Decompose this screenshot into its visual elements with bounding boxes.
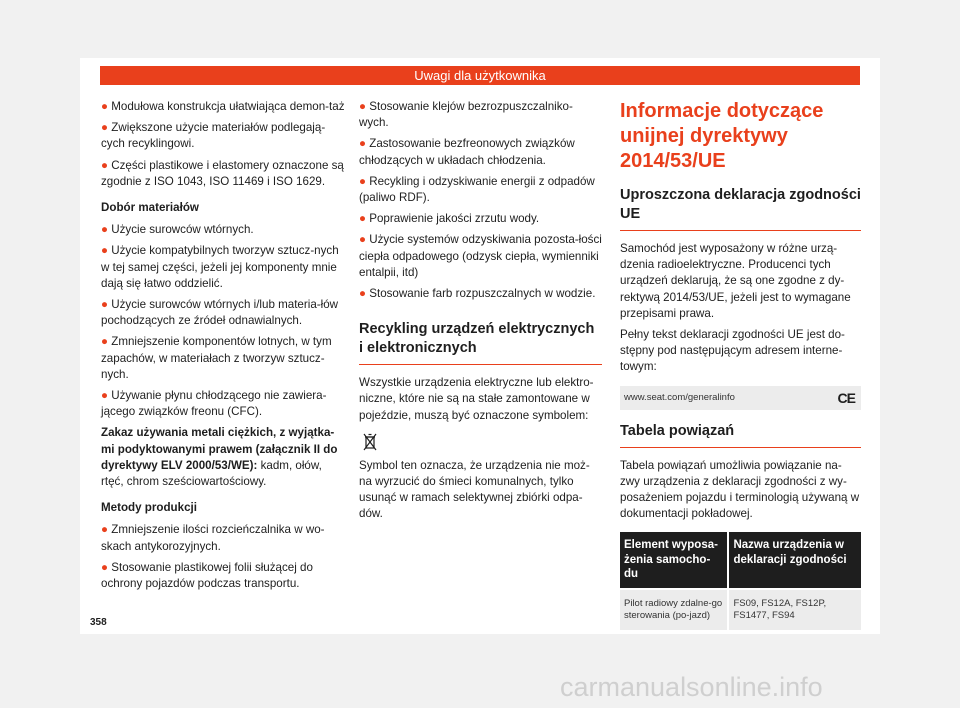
- table-paragraph: Tabela powiązań umożliwia powiązanie na-zwy urządzenia z deklaracji zgodności z wy-posażeniem pojazdu i terminologią używaną w dokumentacji pokładowej.: [620, 458, 860, 521]
- list-item: ● Zmniejszenie ilości rozcieńczalnika w wo-skach antykorozyjnych.: [101, 523, 325, 553]
- declaration-url[interactable]: www.seat.com/generalinfo: [624, 391, 735, 403]
- bullet-icon: ●: [101, 560, 112, 574]
- bullet-icon: ●: [359, 100, 370, 113]
- bullet-icon: ●: [101, 335, 112, 349]
- bullet-icon: ●: [101, 298, 112, 312]
- bullet-icon: ●: [359, 233, 370, 247]
- directive-title: Informacje dotyczące unijnej dyrektywy 2014/53/UE: [620, 100, 824, 172]
- list-item: ● Użycie kompatybilnych tworzyw sztucz-nych w tej samej części, jeżeli jej komponenty mnie dają się łatwo oddzielić.: [101, 244, 339, 290]
- table-cell: Pilot radiowy zdalne-go sterowania (po-jazd): [620, 589, 728, 630]
- bullet-icon: ●: [101, 223, 112, 237]
- list-item: ● Użycie systemów odzyskiwania pozosta-łości ciepła odpadowego (odzysk ciepła, wymienniki entalpii, itd): [359, 233, 602, 279]
- declaration-heading: Uproszczona deklaracja zgodności UE: [620, 186, 861, 231]
- list-item: ● Recykling i odzyskiwanie energii z odpadów (paliwo RDF).: [359, 174, 595, 205]
- bullet-icon: ●: [359, 287, 370, 301]
- table-header-cell: Nazwa urządzenia w deklaracji zgodności: [728, 532, 861, 589]
- heavy-metals-paragraph: Zakaz używania metali ciężkich, z wyjątka-mi podyktowanymi prawem (załącznik II do dyrektywy ELV 2000/53/WE): kadm, ołów, rtęć, chrom sześciowartościowy.: [101, 426, 338, 489]
- watermark: carmanualsonline.info: [560, 672, 823, 702]
- list-item: ● Stosowanie klejów bezrozpuszczalniko-wych.: [359, 100, 573, 130]
- column-1: [101, 99, 347, 597]
- correspondence-table: [620, 532, 861, 630]
- column-2: [359, 99, 602, 528]
- symbol-paragraph: Symbol ten oznacza, że urządzenia nie moż-na wyrzucić do śmieci komunalnych, tylko usunąć w ramach selektywnej zbiórki odpa-dów.: [359, 458, 590, 521]
- bullet-icon: ●: [101, 121, 112, 135]
- table-header-row: [620, 532, 861, 589]
- declaration-paragraph-1: Samochód jest wyposażony w różne urzą-dzenia radioelektryczne. Producenci tych urządzeń deklarują, że są one zgodne z dy-rektywą 2014/53/UE, jeżeli jest to wymagane przepisami prawa.: [620, 242, 851, 320]
- url-box: [620, 386, 861, 410]
- list-item: ● Użycie surowców wtórnych i/lub materia-łów pochodzących ze źródeł odnawialnych.: [101, 298, 339, 328]
- table-header-cell: Element wyposa-żenia samocho-du: [620, 532, 728, 589]
- bullet-icon: ●: [359, 212, 370, 226]
- table-row: [620, 589, 861, 630]
- page-header: Uwagi dla użytkownika: [100, 66, 860, 85]
- list-item: ● Zwiększone użycie materiałów podlegają-cych recyklingowi.: [101, 121, 326, 151]
- ce-mark-icon: CE: [837, 389, 855, 406]
- list-item: ● Modułowa konstrukcja ułatwiająca demon-taż: [101, 100, 345, 113]
- list-item: ● Użycie surowców wtórnych.: [101, 223, 254, 237]
- column-3: [620, 99, 861, 630]
- list-item: ● Poprawienie jakości zrzutu wody.: [359, 212, 540, 226]
- bullet-icon: ●: [101, 244, 112, 258]
- bullet-icon: ●: [101, 158, 112, 172]
- recycling-heading: Recykling urządzeń elektrycznych i elektronicznych: [359, 320, 602, 365]
- bullet-icon: ●: [101, 389, 112, 403]
- materials-heading: Dobór materiałów: [101, 201, 199, 215]
- crossed-bin-icon: [363, 432, 602, 452]
- list-item: ● Używanie płynu chłodzącego nie zawiera-jącego związków freonu (CFC).: [101, 389, 327, 419]
- recycling-paragraph: Wszystkie urządzenia elektryczne lub elektro-niczne, które nie są na stałe zamontowane w pojeździe, muszą być oznaczone symbolem:: [359, 376, 594, 422]
- list-item: ● Stosowanie plastikowej folii służącej do ochrony pojazdów podczas transportu.: [101, 560, 313, 591]
- bullet-icon: ●: [101, 100, 112, 113]
- bullet-icon: ●: [359, 174, 370, 188]
- page-number: 358: [90, 617, 107, 628]
- list-item: ● Stosowanie farb rozpuszczalnych w wodzie.: [359, 287, 596, 301]
- list-item: ● Zmniejszenie komponentów lotnych, w tym zapachów, w materiałach z tworzyw sztucz-nych.: [101, 335, 332, 381]
- bullet-icon: ●: [101, 523, 112, 537]
- methods-heading: Metody produkcji: [101, 501, 197, 515]
- bullet-icon: ●: [359, 137, 370, 151]
- list-item: ● Zastosowanie bezfreonowych związków chłodzących w układach chłodzenia.: [359, 137, 575, 167]
- table-heading: Tabela powiązań: [620, 422, 861, 448]
- table-cell: FS09, FS12A, FS12P, FS1477, FS94: [728, 589, 861, 630]
- list-item: ● Części plastikowe i elastomery oznaczone są zgodnie z ISO 1043, ISO 11469 i ISO 1629.: [101, 158, 344, 188]
- declaration-paragraph-2: Pełny tekst deklaracji zgodności UE jest do-stępny pod następującym adresem interne-towym:: [620, 328, 845, 374]
